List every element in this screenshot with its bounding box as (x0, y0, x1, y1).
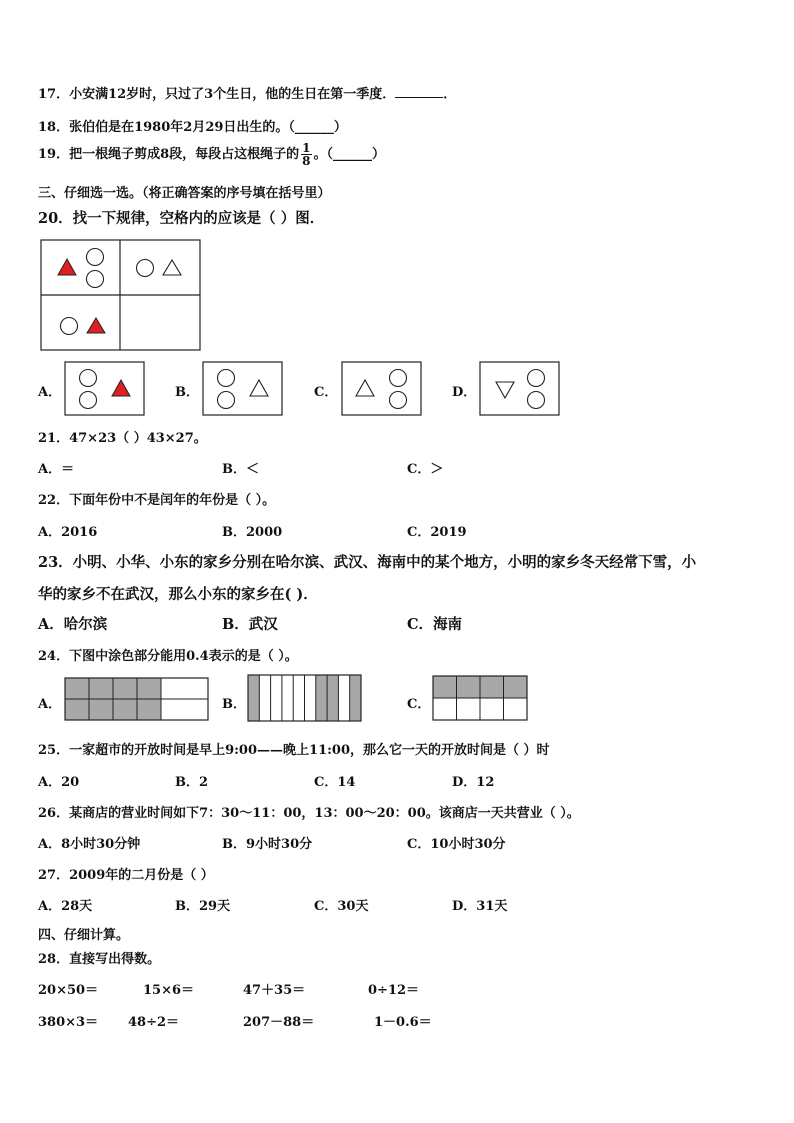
question-19-pre: 19．把一根绳子剪成8段，每段占这根绳子的 (38, 147, 300, 162)
q24-option-a-figure[interactable] (64, 677, 210, 723)
red-triangle-icon (87, 318, 105, 333)
circle-icon (528, 370, 545, 387)
q20-option-c[interactable]: C． (314, 385, 338, 400)
calc-item: 48÷2＝ (128, 1015, 180, 1030)
question-26: 26．某商店的营业时间如下7：30～11：00，13：00～20：00。该商店一天共营业（ ）。 (38, 806, 580, 821)
red-triangle-icon (58, 259, 76, 275)
q27-option-b[interactable]: B．29天 (175, 899, 231, 914)
q23-option-c[interactable]: C．海南 (407, 616, 463, 633)
question-19-post: 。（______） (313, 147, 386, 162)
q27-option-a[interactable]: A．28天 (38, 899, 93, 914)
q27-option-c[interactable]: C．30天 (314, 899, 369, 914)
q21-option-c[interactable]: C．＞ (407, 462, 444, 477)
q25-option-d[interactable]: D．12 (452, 775, 495, 790)
q20-option-d[interactable]: D． (452, 385, 477, 400)
q23-option-a[interactable]: A．哈尔滨 (38, 616, 108, 633)
question-24: 24．下图中涂色部分能用0.4表示的是（ ）。 (38, 649, 298, 664)
question-27: 27．2009年的二月份是（ ） (38, 868, 214, 883)
question-18: 18．张伯伯是在1980年2月29日出生的。（______） (38, 120, 347, 135)
q20-option-d-figure[interactable] (479, 361, 561, 417)
circle-icon (218, 370, 235, 387)
circle-icon (87, 249, 104, 266)
calc-item: 380×3＝ (38, 1015, 99, 1030)
circle-icon (218, 392, 235, 409)
question-28: 28．直接写出得数。 (38, 952, 161, 967)
question-17 (38, 83, 456, 102)
inverted-triangle-icon (496, 382, 514, 398)
q24-option-a[interactable]: A． (38, 697, 62, 712)
section-4-heading: 四、仔细计算。 (38, 928, 130, 943)
q21-option-a[interactable]: A．＝ (38, 462, 75, 477)
q22-option-c[interactable]: C．2019 (407, 525, 467, 540)
question-19 (38, 142, 385, 167)
calc-item: 207－88＝ (243, 1015, 315, 1030)
circle-icon (61, 318, 78, 335)
q23-option-b[interactable]: B．武汉 (222, 616, 278, 633)
question-20: 20．找一下规律，空格内的应该是（ ）图． (38, 210, 325, 227)
calc-item: 15×6＝ (143, 983, 195, 998)
q27-option-d[interactable]: D．31天 (452, 899, 508, 914)
circle-icon (390, 370, 407, 387)
triangle-icon (163, 260, 181, 275)
section-3-heading: 三、仔细选一选。（将正确答案的序号填在括号里） (38, 186, 331, 201)
q22-option-b[interactable]: B．2000 (222, 525, 283, 540)
triangle-icon (356, 380, 374, 396)
pattern-grid (40, 239, 202, 353)
answer-blank[interactable] (395, 86, 443, 98)
question-22: 22．下面年份中不是闰年的年份是（ ）。 (38, 493, 276, 508)
calc-item: 20×50＝ (38, 983, 99, 998)
q24-option-c-figure[interactable] (432, 675, 530, 723)
q20-option-b-figure[interactable] (202, 361, 284, 417)
q24-option-b-figure[interactable] (247, 674, 363, 724)
q20-option-b[interactable]: B． (175, 385, 199, 400)
circle-icon (87, 271, 104, 288)
triangle-icon (250, 380, 268, 396)
q24-option-c[interactable]: C． (407, 697, 431, 712)
circle-icon (528, 392, 545, 409)
q26-option-b[interactable]: B．9小时30分 (222, 837, 313, 852)
q20-option-a[interactable]: A． (38, 385, 62, 400)
red-triangle-icon (112, 380, 130, 396)
circle-icon (80, 392, 97, 409)
q24-option-b[interactable]: B． (222, 697, 246, 712)
q22-option-a[interactable]: A．2016 (38, 525, 98, 540)
q26-option-c[interactable]: C．10小时30分 (407, 837, 506, 852)
q20-option-c-figure[interactable] (341, 361, 423, 417)
q21-option-b[interactable]: B．＜ (222, 462, 259, 477)
question-25: 25．一家超市的开放时间是早上9:00——晚上11:00，那么它一天的开放时间是（ ）时 (38, 743, 550, 758)
q25-option-c[interactable]: C．14 (314, 775, 356, 790)
q20-option-a-figure[interactable] (64, 361, 146, 417)
circle-icon (137, 260, 154, 277)
q25-option-a[interactable]: A．20 (38, 775, 80, 790)
circle-icon (390, 392, 407, 409)
q26-option-a[interactable]: A．8小时30分钟 (38, 837, 141, 852)
question-23-line-2: 华的家乡不在武汉，那么小东的家乡在( )． (38, 586, 318, 603)
question-17-tail: ． (443, 87, 457, 102)
fraction (301, 142, 311, 167)
question-21: 21．47×23（ ）43×27。 (38, 431, 207, 446)
question-17-text: 17．小安满12岁时，只过了3个生日，他的生日在第一季度． (38, 87, 396, 102)
fraction-denominator: 8 (302, 154, 311, 168)
circle-icon (80, 370, 97, 387)
q25-option-b[interactable]: B．2 (175, 775, 209, 790)
calc-item: 0÷12＝ (368, 983, 420, 998)
fraction-numerator: 1 (302, 141, 311, 155)
calc-item: 47＋35＝ (243, 983, 306, 998)
question-23-line-1: 23．小明、小华、小东的家乡分别在哈尔滨、武汉、海南中的某个地方，小明的家乡冬天经常下雪，小 (38, 554, 697, 571)
calc-item: 1－0.6＝ (374, 1015, 432, 1030)
